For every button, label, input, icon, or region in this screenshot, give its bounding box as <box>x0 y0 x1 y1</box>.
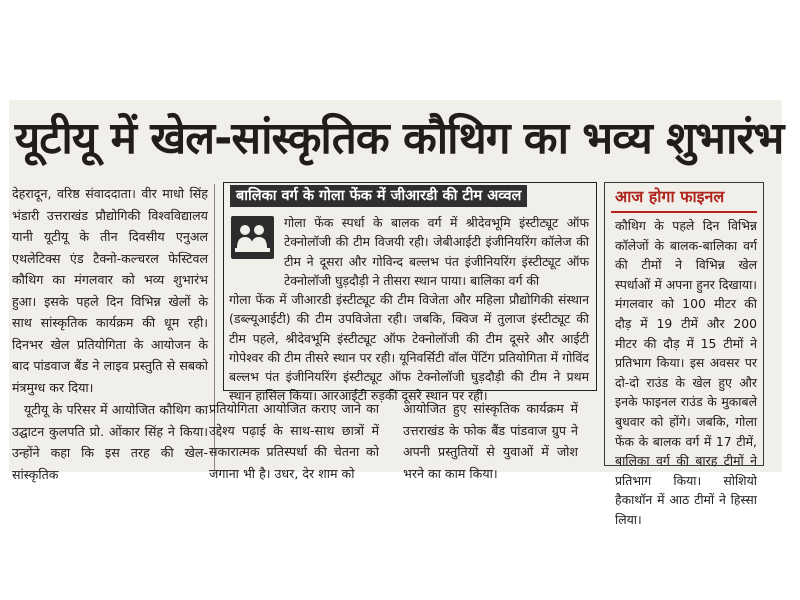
results-box-text-continued: गोला फेंक में जीआरडी इंस्टीट्यूट की टीम विजेता और महिला प्रौद्योगिकी संस्थान (डब्ल्यूआईटी) की टीम उपविजेता रही। जबकि, क्विज में तुलाज इंस्टीट्यूट की टीम पहले, श्रीदेवभूमि इंस्टीट्यूट ऑफ टेक्नोलॉजी की टीम दूसरे और आईटी गोपेश्वर की टीम तीसरे स्थान पर रही। यूनिवर्सिटी वॉल पेंटिंग प्रतियोगिता में गोविंद बल्लभ पंत इंजीनियरिंग इंस्टीट्यूट ऑफ टेक्नोलॉजी घुड़दौड़ी की टीम ने प्रथम स्थान हासिल किया। आरआईटी रुड़की दूसरे स्थान पर रही। <box>229 292 589 404</box>
results-box-title: बालिका वर्ग के गोला फेंक में जीआरडी की टीम अव्वल <box>230 185 527 207</box>
article-column-1 <box>12 183 208 485</box>
final-sidebar <box>604 182 764 527</box>
results-box-text-main: गोला फेंक स्पर्धा के बालक वर्ग में श्रीदेवभूमि इंस्टीट्यूट ऑफ टेक्नोलॉजी की टीम विजयी रही। जेबीआईटी इंजीनियरिंग कॉलेज की टीम ने दूसरा और गोविन्द बल्लभ पंत इंजीनियरिंग इंस्टीट्यूट ऑफ टेक्नोलॉजी घुड़दौड़ी ने तीसरा स्थान पाया। बालिका वर्ग की <box>284 215 589 288</box>
article-column-3 <box>209 398 379 484</box>
newspaper-clipping <box>9 100 784 527</box>
sidebar-text: कौथिग के पहले दिन विभिन्न कॉलेजों के बालक-बालिका वर्ग की टीमों ने विभिन्न खेल स्पर्धाओं में अपना हुनर दिखाया। मंगलवार को 100 मीटर की दौड़ में 19 टीमें और 200 मीटर की दौड़ में 15 टीमों ने प्रतिभाग किया। इस अवसर पर दो-दो राउंड के खेल हुए और इनके फाइनल राउंड के मुकाबले बुधवार को होंगे। जबकि, गोला फेंक के बालक वर्ग में 17 टीमें, बालिका वर्ग की बारह टीमों ने प्रतिभाग किया। सोशियो हैकाथॉन में आठ टीमों ने हिस्सा लिया। <box>615 218 757 527</box>
article-intro: देहरादून, वरिष्ठ संवाददाता। वीर माधो सिंह भंडारी उत्तराखंड प्रौद्योगिकी विश्वविद्यालय यानी यूटीयू के तीन दिवसीय एनुअल एथलेटिक्स एंड टैक्नो-कल्चरल फेस्टिवल कौथिग का मंगलवार को भव्य शुभारंभ हुआ। इसके पहले दिन विभिन्न खेलों के साथ सांस्कृतिक कार्यक्रम की धूम रही। दिनभर खेल प्रतियोगिता के आयोजन के बाद पांडवाज बैंड ने लाइव प्रस्तुति से सबको मंत्रमुग्ध कर दिया। <box>12 186 208 395</box>
sidebar-title: आज होगा फाइनल <box>615 187 725 206</box>
results-box <box>223 182 597 404</box>
article-column-4 <box>403 398 578 484</box>
group-people-icon <box>231 216 274 259</box>
article-column-3-text: प्रतियोगिता आयोजित कराए जाने का उद्देश्य पढ़ाई के साथ-साथ छात्रों में सकारात्मक प्रतिस्पर्धा की चेतना को जगाना भी है। उधर, देर शाम को <box>209 401 379 481</box>
article-paragraph-2: यूटीयू के परिसर में आयोजित कौथिग का उद्घाटन कुलपति प्रो. ओंकार सिंह ने किया। उन्होंने कहा कि इस तरह की खेल-सांस्कृतिक <box>12 402 208 482</box>
sidebar-title-rule <box>611 211 757 213</box>
headline: यूटीयू में खेल-सांस्कृतिक कौथिग का भव्य शुभारंभ <box>14 113 784 164</box>
article-column-4-text: आयोजित हुए सांस्कृतिक कार्यक्रम में उत्तराखंड के फोक बैंड पांडवाज ग्रुप ने अपनी प्रस्तुतियों से युवाओं में जोश भरने का काम किया। <box>403 401 578 481</box>
results-box-body <box>229 213 589 404</box>
